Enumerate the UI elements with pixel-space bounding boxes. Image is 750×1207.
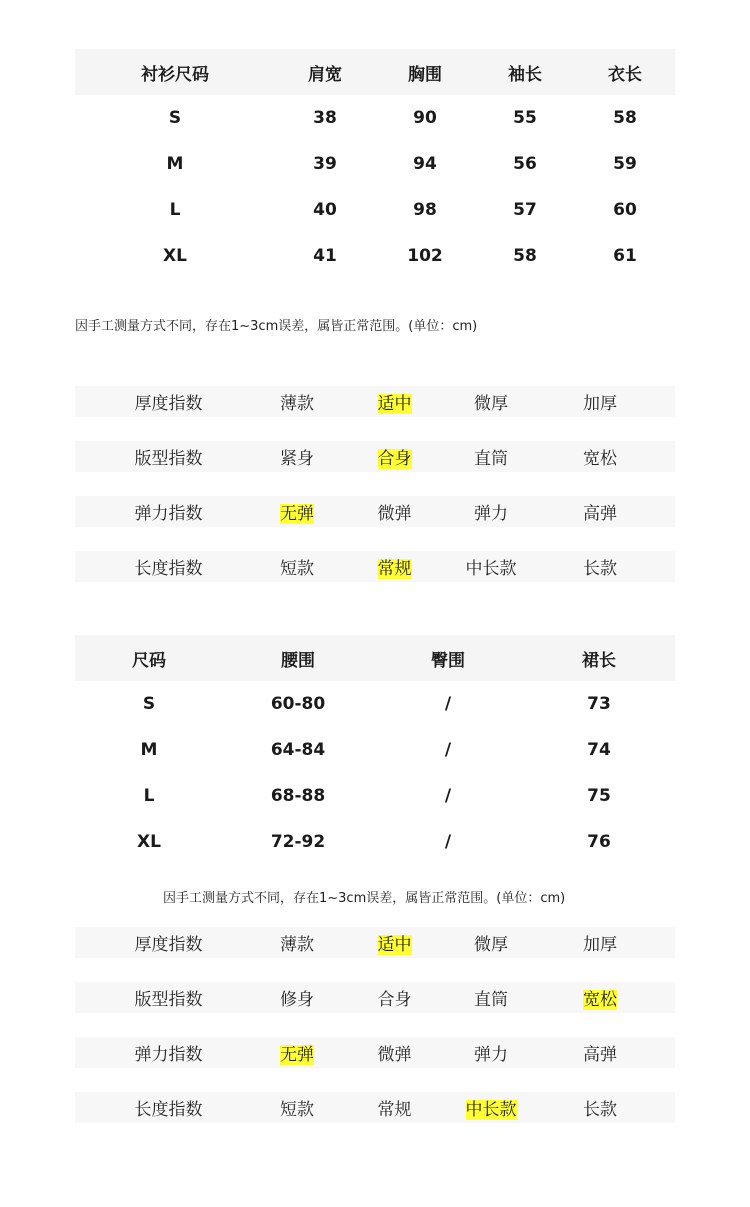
shirt-size-table: [75, 49, 675, 279]
header-shoulder: 肩宽: [275, 49, 375, 95]
header-hip: 臀围: [373, 635, 523, 681]
index-option-selected: 宽松: [583, 990, 617, 1010]
size-cell: XL: [163, 246, 187, 266]
value-cell: 40: [313, 200, 337, 220]
index-row-fit: [75, 441, 675, 472]
index-option: 微弹: [377, 1045, 412, 1065]
index-option-selected: 无弹: [280, 1045, 314, 1065]
table-row: [75, 141, 675, 187]
index-row-thickness: [75, 927, 675, 958]
index-option: 弹力: [474, 1045, 508, 1065]
index-option: 短款: [280, 1100, 314, 1120]
index-row-fit: [75, 982, 675, 1013]
value-cell: 98: [413, 200, 437, 220]
value-cell: 64-84: [270, 740, 326, 760]
size-cell: S: [142, 694, 156, 714]
index-row-thickness: [75, 386, 675, 417]
index-option: 高弹: [583, 1045, 617, 1065]
value-cell: 39: [313, 154, 337, 174]
skirt-size-header-row: [75, 635, 675, 681]
value-cell: 61: [613, 246, 637, 266]
value-cell: 68-88: [270, 786, 326, 806]
index-option: 弹力: [474, 504, 508, 524]
size-cell: M: [166, 154, 184, 174]
value-cell: /: [444, 694, 452, 714]
index-label: 弹力指数: [134, 504, 203, 524]
value-cell: 102: [407, 246, 443, 266]
table-row: [75, 727, 675, 773]
shirt-size-header-row: [75, 49, 675, 95]
size-cell: L: [169, 200, 181, 220]
header-size: 尺码: [75, 635, 223, 681]
value-cell: 38: [313, 108, 337, 128]
value-cell: 60-80: [270, 694, 326, 714]
table-row: [75, 681, 675, 727]
index-option: 长款: [583, 559, 617, 579]
size-cell: M: [140, 740, 158, 760]
index-row-elasticity: [75, 496, 675, 527]
index-option: 加厚: [583, 935, 617, 955]
value-cell: 59: [613, 154, 637, 174]
table-row: [75, 233, 675, 279]
header-waist: 腰围: [223, 635, 373, 681]
size-cell: XL: [137, 832, 161, 852]
value-cell: 74: [587, 740, 611, 760]
value-cell: /: [444, 786, 452, 806]
index-label: 厚度指数: [134, 935, 203, 955]
value-cell: 58: [513, 246, 537, 266]
shirt-size-section: [75, 49, 675, 279]
index-option: 薄款: [280, 935, 314, 955]
index-label: 厚度指数: [134, 394, 203, 414]
index-option-selected: 适中: [377, 394, 412, 414]
index-option-selected: 合身: [377, 449, 412, 469]
skirt-size-table: [75, 635, 675, 865]
index-option: 中长款: [465, 559, 517, 579]
index-option: 直筒: [474, 990, 508, 1010]
index-option: 直筒: [474, 449, 508, 469]
index-label: 长度指数: [134, 559, 203, 579]
index-option: 高弹: [583, 504, 617, 524]
value-cell: 76: [587, 832, 611, 852]
value-cell: 55: [513, 108, 537, 128]
index-row-length: [75, 1092, 675, 1123]
index-option: 微弹: [377, 504, 412, 524]
index-option: 合身: [377, 990, 412, 1010]
index-option-selected: 适中: [377, 935, 412, 955]
index-option: 常规: [377, 1100, 412, 1120]
value-cell: 94: [413, 154, 437, 174]
index-label: 长度指数: [134, 1100, 203, 1120]
value-cell: 75: [587, 786, 611, 806]
value-cell: /: [444, 740, 452, 760]
index-option: 长款: [583, 1100, 617, 1120]
index-option-selected: 中长款: [465, 1100, 517, 1120]
value-cell: 57: [513, 200, 537, 220]
value-cell: 58: [613, 108, 637, 128]
value-cell: 73: [587, 694, 611, 714]
index-option-selected: 无弹: [280, 504, 314, 524]
measurement-note-top: 因手工测量方式不同，存在1~3cm误差，属皆正常范围。(单位：cm): [75, 319, 478, 334]
index-label: 弹力指数: [134, 1045, 203, 1065]
table-row: [75, 819, 675, 865]
header-sleeve: 袖长: [475, 49, 575, 95]
header-skirt-length: 裙长: [523, 635, 675, 681]
index-option: 微厚: [474, 935, 508, 955]
table-row: [75, 187, 675, 233]
table-row: [75, 95, 675, 141]
index-option: 修身: [280, 990, 314, 1010]
index-option: 加厚: [583, 394, 617, 414]
index-label: 版型指数: [134, 449, 203, 469]
index-option: 紧身: [280, 449, 314, 469]
index-option: 短款: [280, 559, 314, 579]
index-option: 薄款: [280, 394, 314, 414]
size-cell: S: [168, 108, 182, 128]
size-cell: L: [143, 786, 155, 806]
index-option: 微厚: [474, 394, 508, 414]
index-row-length: [75, 551, 675, 582]
index-label: 版型指数: [134, 990, 203, 1010]
value-cell: 56: [513, 154, 537, 174]
value-cell: 60: [613, 200, 637, 220]
index-option-selected: 常规: [377, 559, 412, 579]
header-shirt-size: 衬衫尺码: [75, 49, 275, 95]
value-cell: 41: [313, 246, 337, 266]
index-row-elasticity: [75, 1037, 675, 1068]
header-length: 衣长: [575, 49, 675, 95]
skirt-size-section: [75, 635, 675, 865]
value-cell: 72-92: [270, 832, 326, 852]
value-cell: /: [444, 832, 452, 852]
value-cell: 90: [413, 108, 437, 128]
table-row: [75, 773, 675, 819]
index-option: 宽松: [583, 449, 617, 469]
header-chest: 胸围: [375, 49, 475, 95]
measurement-note-bottom: 因手工测量方式不同，存在1~3cm误差，属皆正常范围。(单位：cm): [163, 891, 566, 906]
